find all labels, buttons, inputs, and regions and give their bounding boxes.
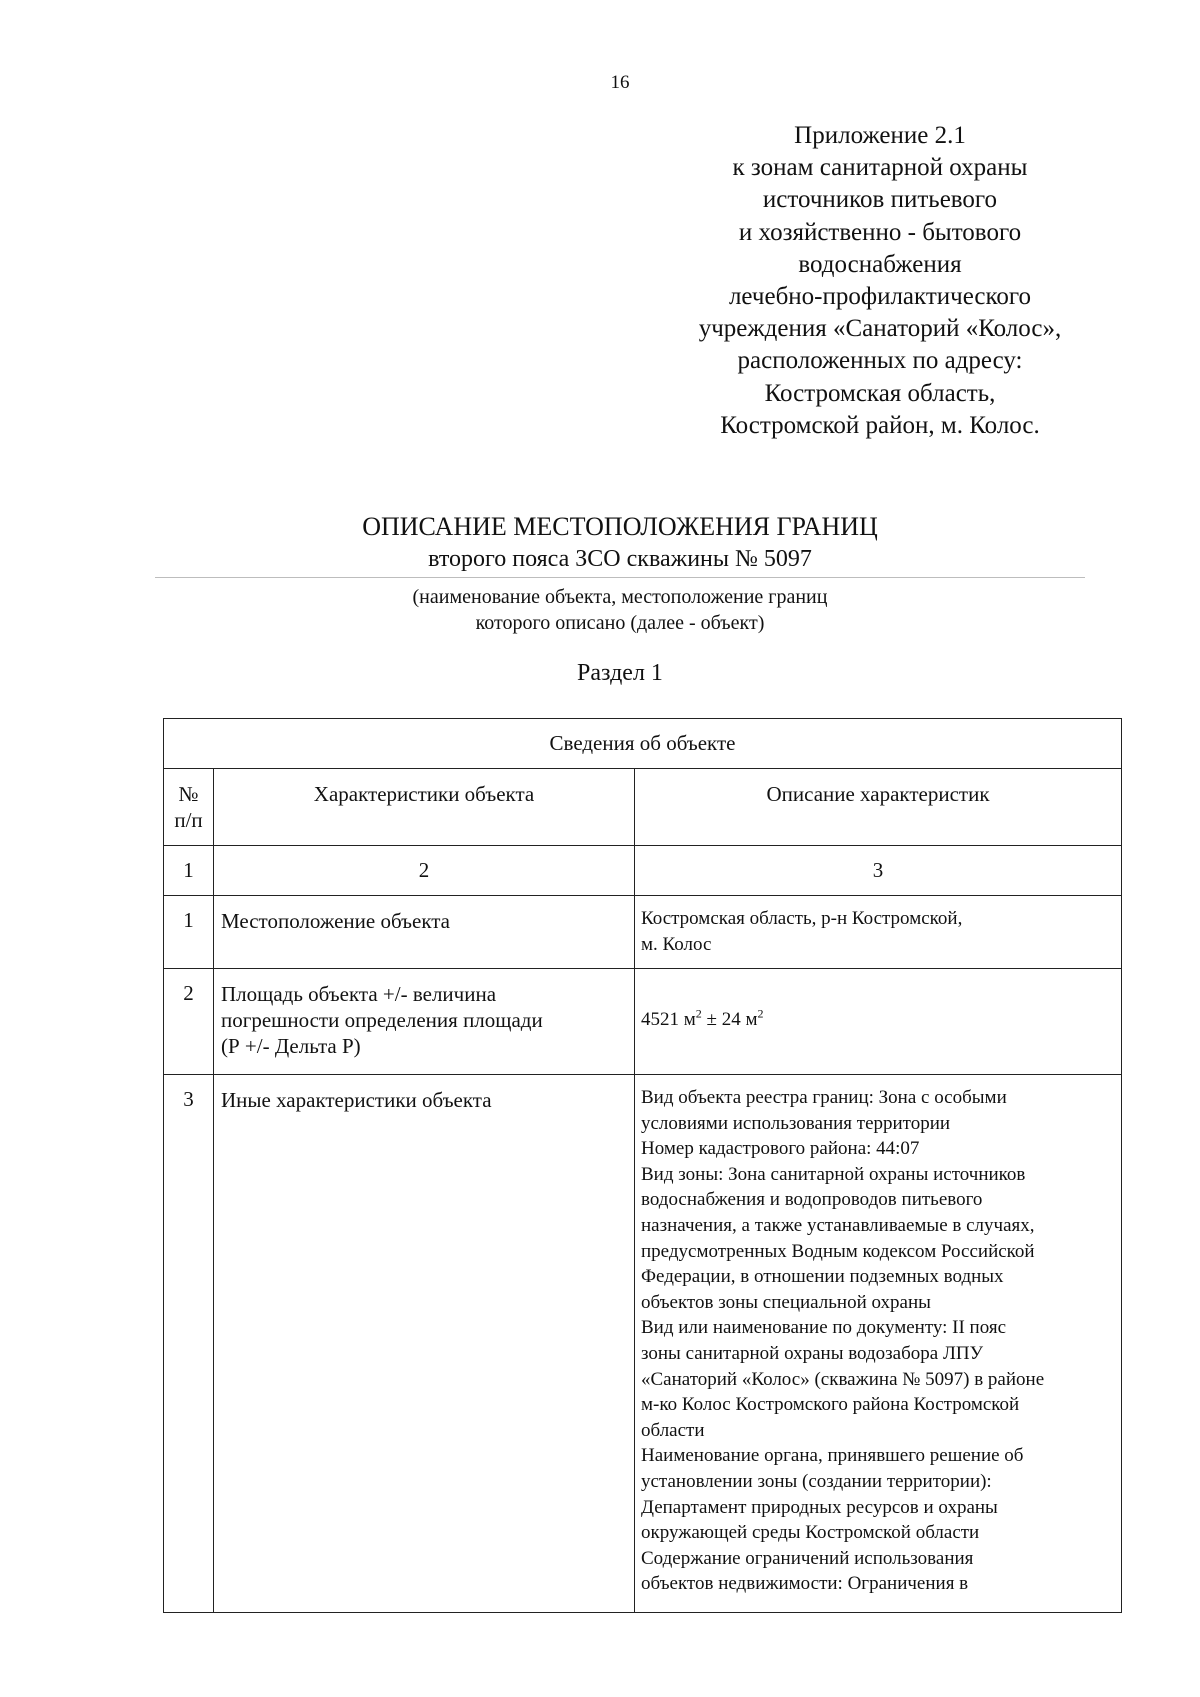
description-line: Вид зоны: Зона санитарной охраны источников [641,1163,1026,1185]
description-line: Федерации, в отношении подземных водных [641,1266,1004,1288]
description-line: Вид объекта реестра границ: Зона с особыми [641,1087,1007,1108]
page-number: 16 [610,72,630,93]
description-line: области [641,1419,705,1441]
appendix-line: к зонам санитарной охраны [732,154,1028,182]
header-number-line: № [178,782,199,806]
appendix-line: лечебно-профилактического [728,283,1032,311]
description-line: водоснабжения и водопроводов питьевого [641,1189,983,1211]
characteristic-line: Площадь объекта +/- величина [221,982,497,1006]
table-caption: Сведения об объекте [164,719,1122,769]
appendix-line: водоснабжения [798,250,962,278]
area-unit-power: 2 [695,1006,702,1021]
row-number: 1 [164,896,214,969]
title-block [155,510,1085,636]
description-line: м-ко Колос Костромского района Костромской [641,1394,1020,1416]
description-line: Номер кадастрового района: 44:07 [641,1138,920,1160]
column-number: 3 [635,846,1122,896]
appendix-line: Костромской район, м. Колос. [720,411,1040,439]
appendix-line: расположенных по адресу: [737,347,1023,375]
area-value [641,979,1117,1033]
description-line: Вид или наименование по документу: II пояс [641,1317,1007,1339]
object-note [155,584,1085,636]
description-line: установлении зоны (создании территории): [641,1470,992,1492]
description-line: м. Колос [641,933,712,955]
appendix-line: и хозяйственно - бытового [738,218,1022,246]
area-error: ± 24 м [701,1009,758,1030]
row-characteristic: Местоположение объекта [214,896,635,969]
header-characteristics: Характеристики объекта [214,769,635,846]
description-line: Содержание ограничений использования [641,1547,974,1569]
column-number: 2 [214,846,635,896]
column-number-row [164,846,1122,896]
document-title: ОПИСАНИЕ МЕСТОПОЛОЖЕНИЯ ГРАНИЦ [362,512,878,541]
header-description: Описание характеристик [635,769,1122,846]
row-characteristic: Иные характеристики объекта [214,1075,635,1613]
object-note-line: которого описано (далее - объект) [475,612,765,634]
description-line: объектов зоны специальной охраны [641,1291,931,1313]
description-line: предусмотренных Водным кодексом Российской [641,1240,1035,1262]
row-description [635,969,1122,1075]
description-line: условиями использования территории [641,1112,951,1134]
row-number: 2 [164,969,214,1075]
column-number: 1 [164,846,214,896]
table-header-row [164,769,1122,846]
object-info-table [163,718,1122,1613]
description-line: Наименование органа, принявшего решение об [641,1445,1024,1467]
row-description [635,1075,1122,1613]
header-number [164,769,214,846]
description-line: зоны санитарной охраны водозабора ЛПУ [641,1342,984,1364]
table-row [164,969,1122,1075]
characteristic-line: (Р +/- Дельта Р) [221,1034,361,1058]
row-characteristic [214,969,635,1075]
area-error-unit-power: 2 [757,1006,764,1021]
description-line: Департамент природных ресурсов и охраны [641,1496,998,1518]
appendix-line: Приложение 2.1 [794,122,966,149]
description-line: «Санаторий «Колос» (скважина № 5097) в районе [641,1368,1045,1390]
description-line: назначения, а также устанавливаемые в случаях, [641,1214,1035,1236]
appendix-line: источников питьевого [762,186,998,214]
appendix-header [660,120,1100,442]
description-line: окружающей среды Костромской области [641,1522,980,1544]
description-line: объектов недвижимости: Ограничения в [641,1573,969,1595]
object-name: второго пояса ЗСО скважины № 5097 [428,546,812,572]
table-row [164,1075,1122,1613]
appendix-line: учреждения «Санаторий «Колос», [698,315,1062,343]
header-number-line: п/п [174,808,203,832]
underline-divider [155,577,1085,578]
characteristic-line: погрешности определения площади [221,1008,543,1032]
table-row [164,896,1122,969]
description-line: Костромская область, р-н Костромской, [641,908,963,929]
object-note-line: (наименование объекта, местоположение границ [412,586,828,608]
appendix-line: Костромская область, [764,379,996,407]
area-number: 4521 м [641,1009,696,1030]
row-description [635,896,1122,969]
section-title: Раздел 1 [577,660,663,686]
row-number: 3 [164,1075,214,1613]
